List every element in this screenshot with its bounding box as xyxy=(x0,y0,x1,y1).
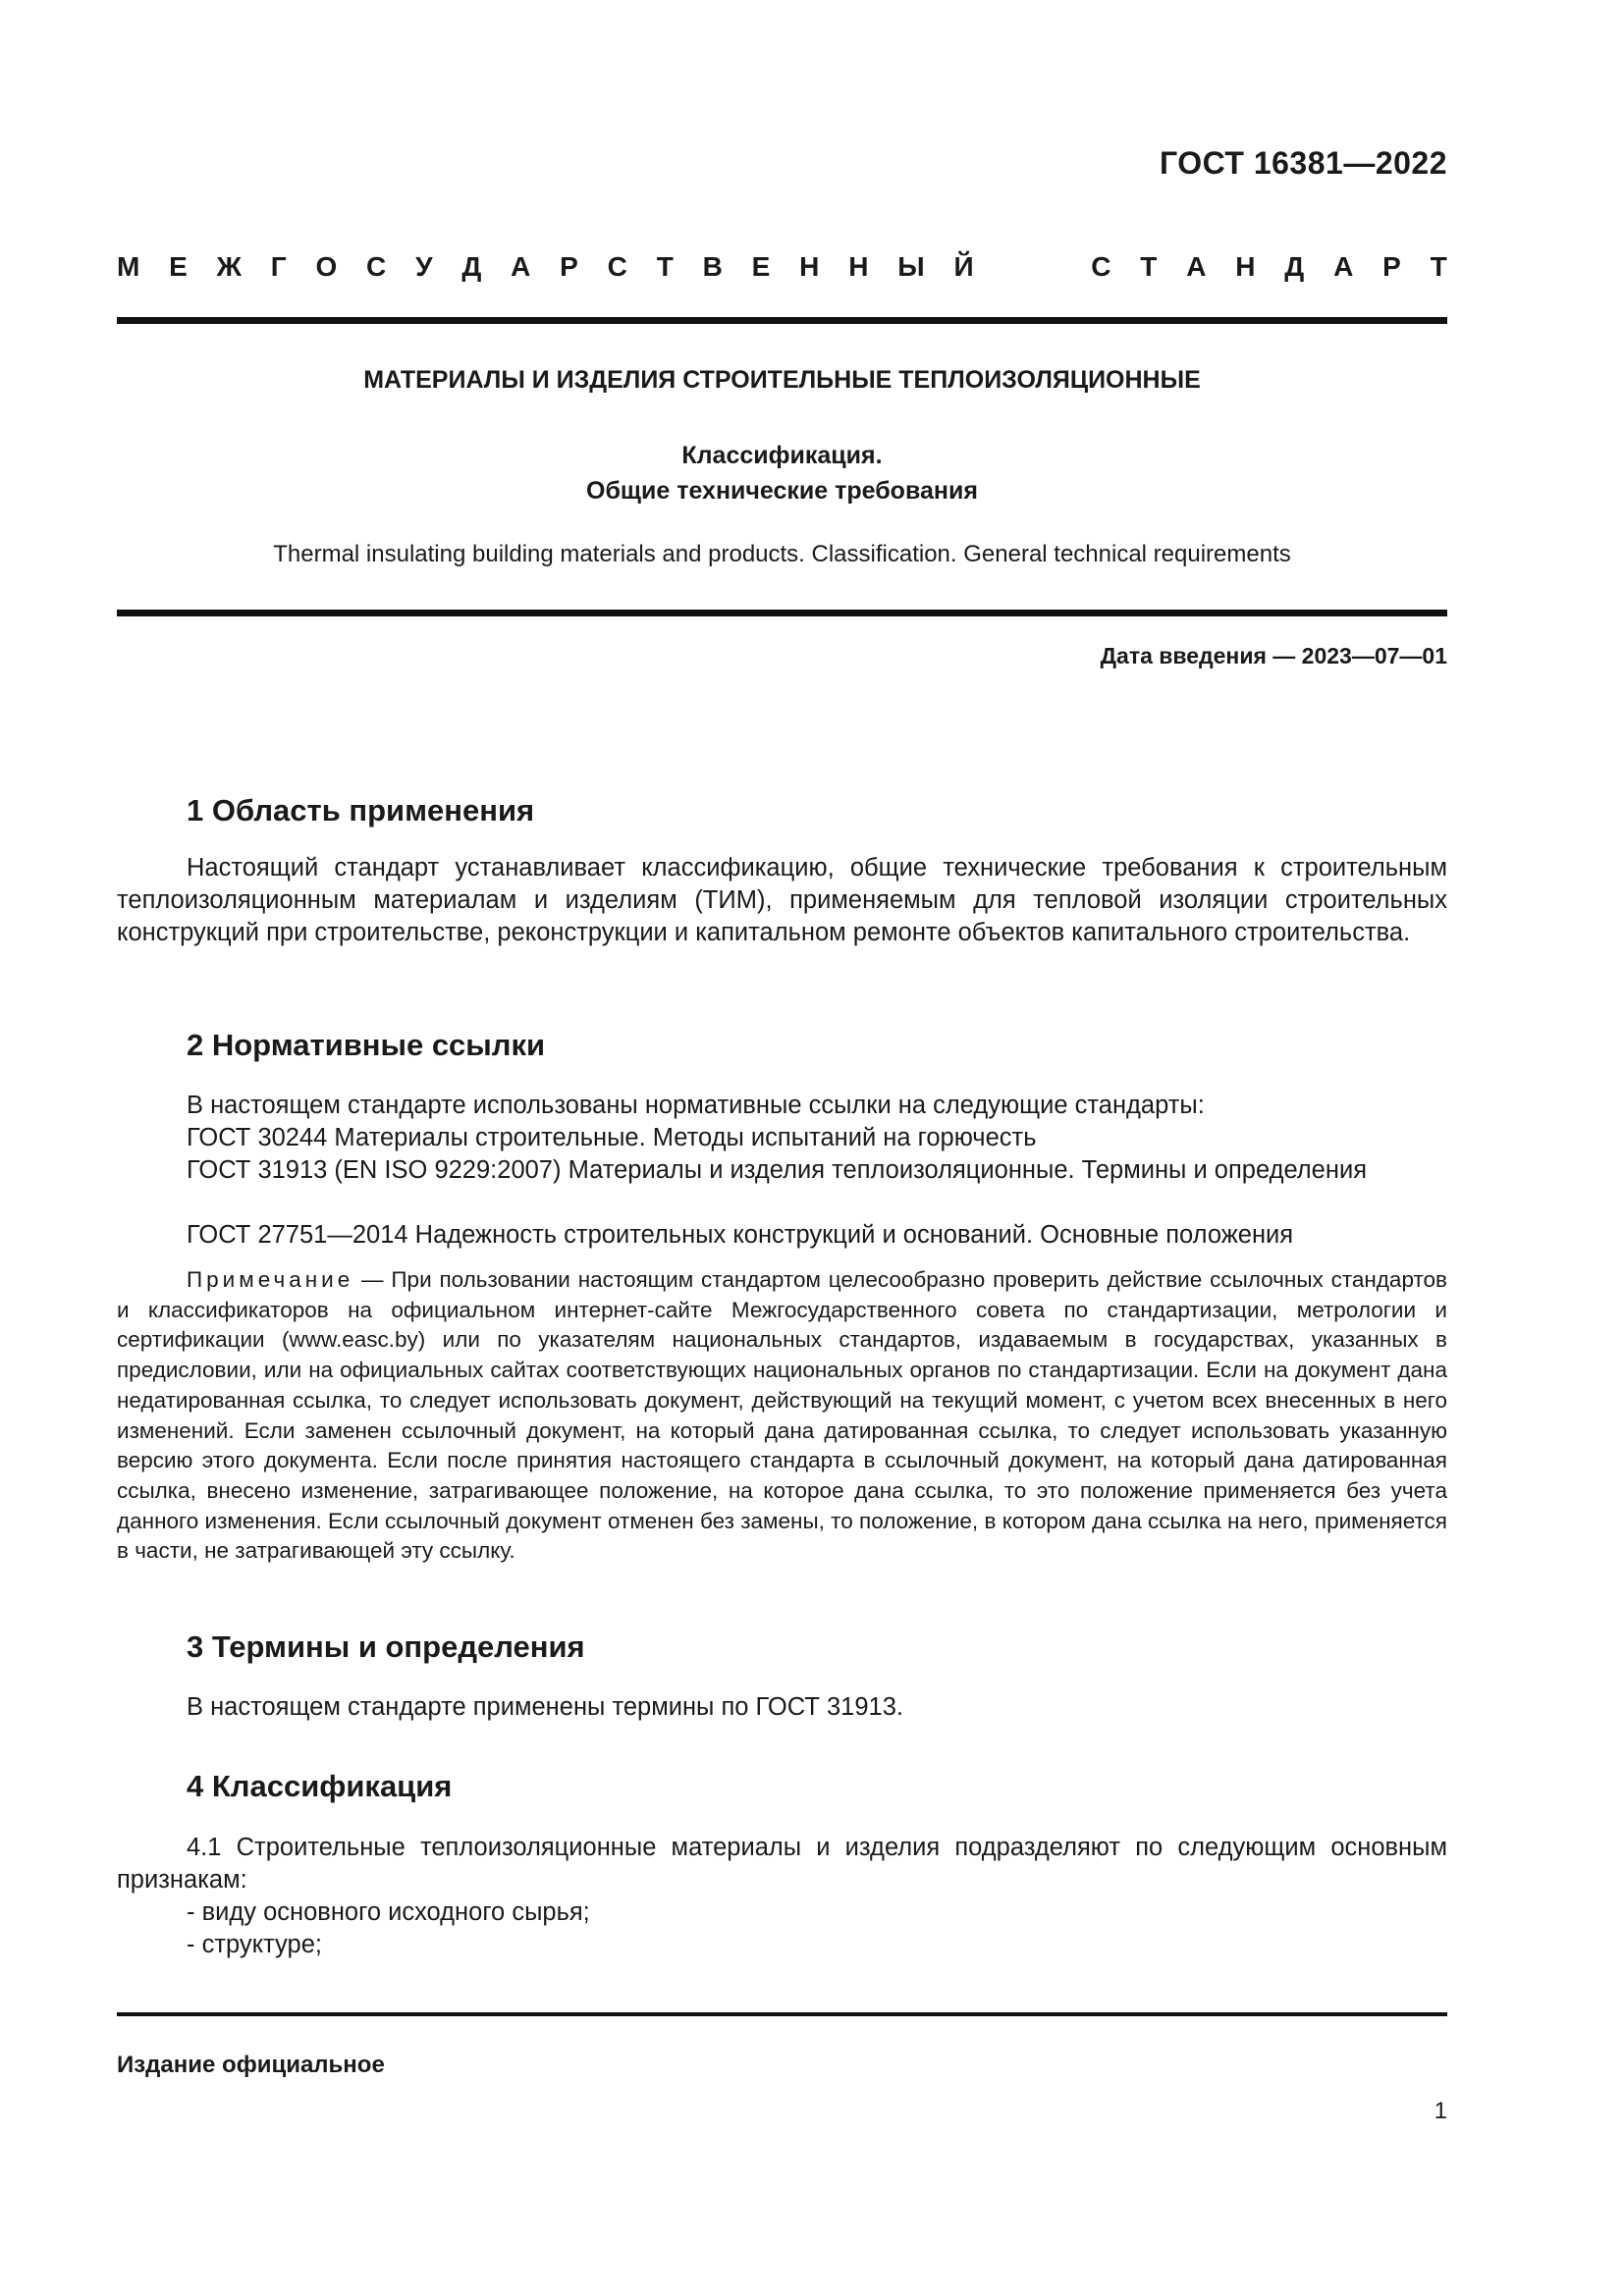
section-heading: 4 Классификация xyxy=(187,1769,453,1803)
page-number: 1 xyxy=(1434,2098,1447,2124)
banner-word-gap xyxy=(1002,251,1061,283)
edition-label: Издание официальное xyxy=(117,2052,385,2078)
reference-item: ГОСТ 31913 (EN ISO 9229:2007) Материалы и изделия теплоизоляционные. Термины и определения xyxy=(187,1156,1367,1184)
banner-letter: О xyxy=(315,251,338,282)
banner-letter: С xyxy=(1091,251,1111,282)
banner-letter: Р xyxy=(560,251,578,282)
section-heading: 2 Нормативные ссылки xyxy=(187,1028,546,1062)
subtitle-line: Общие технические требования xyxy=(586,477,978,505)
banner-letter: М xyxy=(117,251,140,282)
paragraph: В настоящем стандарте применены термины по ГОСТ 31913. xyxy=(187,1693,903,1721)
note xyxy=(117,1265,1447,1567)
document-subtitle xyxy=(117,438,1447,508)
note-text: — При пользовании настоящим стандартом целесообразно проверить действие ссылочных стандартов и классификаторов на официальном интернет-сайте Межгосударственного совета по стандартизации, метрологии и сертификации (www.easc.by) или по указателям национальных стандартов, издаваемым в государствах, указанных в предисловии, или на официальных сайтах соответствующих национальных органов по стандартизации. Если на документ дана недатированная ссылка, то следует использовать документ, действующий на текущий момент, с учетом всех внесенных в него изменений. Если заменен ссылочный документ, на который дана датированная ссылка, то следует использовать указанную версию этого документа. Если после принятия настоящего стандарта в ссылочный документ, на который дана датированная ссылка, внесено изменение, затрагивающее положение, на которое дана ссылка, то это положение применяется без учета данного изменения. Если ссылочный документ отменен без замены, то положение, в котором дана ссылка на него, применяется в части, не затрагивающей эту ссылку. xyxy=(117,1267,1447,1564)
banner-letter: Р xyxy=(1382,251,1401,282)
paragraph: В настоящем стандарте использованы нормативные ссылки на следующие стандарты: xyxy=(187,1092,1205,1119)
banner-letter: Е xyxy=(169,251,188,282)
banner-letter: Е xyxy=(751,251,771,282)
header-rule xyxy=(117,317,1447,324)
paragraph: 4.1 Строительные теплоизоляционные материалы и изделия подразделяют по следующим основным признакам: xyxy=(117,1834,1447,1894)
english-title: Thermal insulating building materials and products. Classification. General technical requirements xyxy=(273,541,1291,567)
banner-letter: Н xyxy=(1235,251,1256,282)
paragraph: Настоящий стандарт устанавливает классификацию, общие технические требования к строительным теплоизоляционным материалам и изделиям (ТИМ), применяемым для тепловой изоляции строительных конструкций при строительстве, реконструкции и капитальном ремонте объектов капитального строительства. xyxy=(117,854,1447,946)
document-title: МАТЕРИАЛЫ И ИЗДЕЛИЯ СТРОИТЕЛЬНЫЕ ТЕПЛОИЗОЛЯЦИОННЫЕ xyxy=(363,366,1201,394)
list-item: - виду основного исходного сырья; xyxy=(187,1898,590,1926)
section-heading: 3 Термины и определения xyxy=(187,1629,585,1664)
note-label: Примечание xyxy=(187,1267,354,1292)
banner-letter: Д xyxy=(1284,251,1305,282)
banner-letter: А xyxy=(511,251,531,282)
banner-letter: А xyxy=(1333,251,1354,282)
banner-letter: В xyxy=(702,251,723,282)
reference-item: ГОСТ 27751—2014 Надежность строительных конструкций и оснований. Основные положения xyxy=(187,1221,1294,1249)
banner-letter: Ы xyxy=(897,251,925,282)
section-heading: 1 Область применения xyxy=(187,793,535,828)
title-rule xyxy=(117,610,1447,616)
banner-letter: Д xyxy=(461,251,482,282)
list-item: - структуре; xyxy=(187,1931,322,1958)
banner-letter: Т xyxy=(656,251,674,282)
interstate-standard-banner xyxy=(117,251,1447,283)
banner-letter: Т xyxy=(1140,251,1158,282)
subtitle-line: Классификация. xyxy=(681,442,883,469)
banner-letter: Ж xyxy=(216,251,242,282)
banner-letter: У xyxy=(415,251,433,282)
banner-letter: Н xyxy=(799,251,820,282)
banner-letter: С xyxy=(607,251,627,282)
banner-letter: С xyxy=(366,251,387,282)
footer-rule xyxy=(117,2012,1447,2016)
banner-letter: Т xyxy=(1430,251,1447,282)
introduction-date: Дата введения — 2023—07—01 xyxy=(1100,643,1447,668)
banner-letter: Й xyxy=(953,251,974,282)
document-number: ГОСТ 16381—2022 xyxy=(1159,145,1447,181)
reference-item: ГОСТ 30244 Материалы строительные. Методы испытаний на горючесть xyxy=(187,1124,1037,1151)
banner-letter: А xyxy=(1186,251,1207,282)
banner-letter: Г xyxy=(270,251,287,282)
banner-letter: Н xyxy=(848,251,869,282)
